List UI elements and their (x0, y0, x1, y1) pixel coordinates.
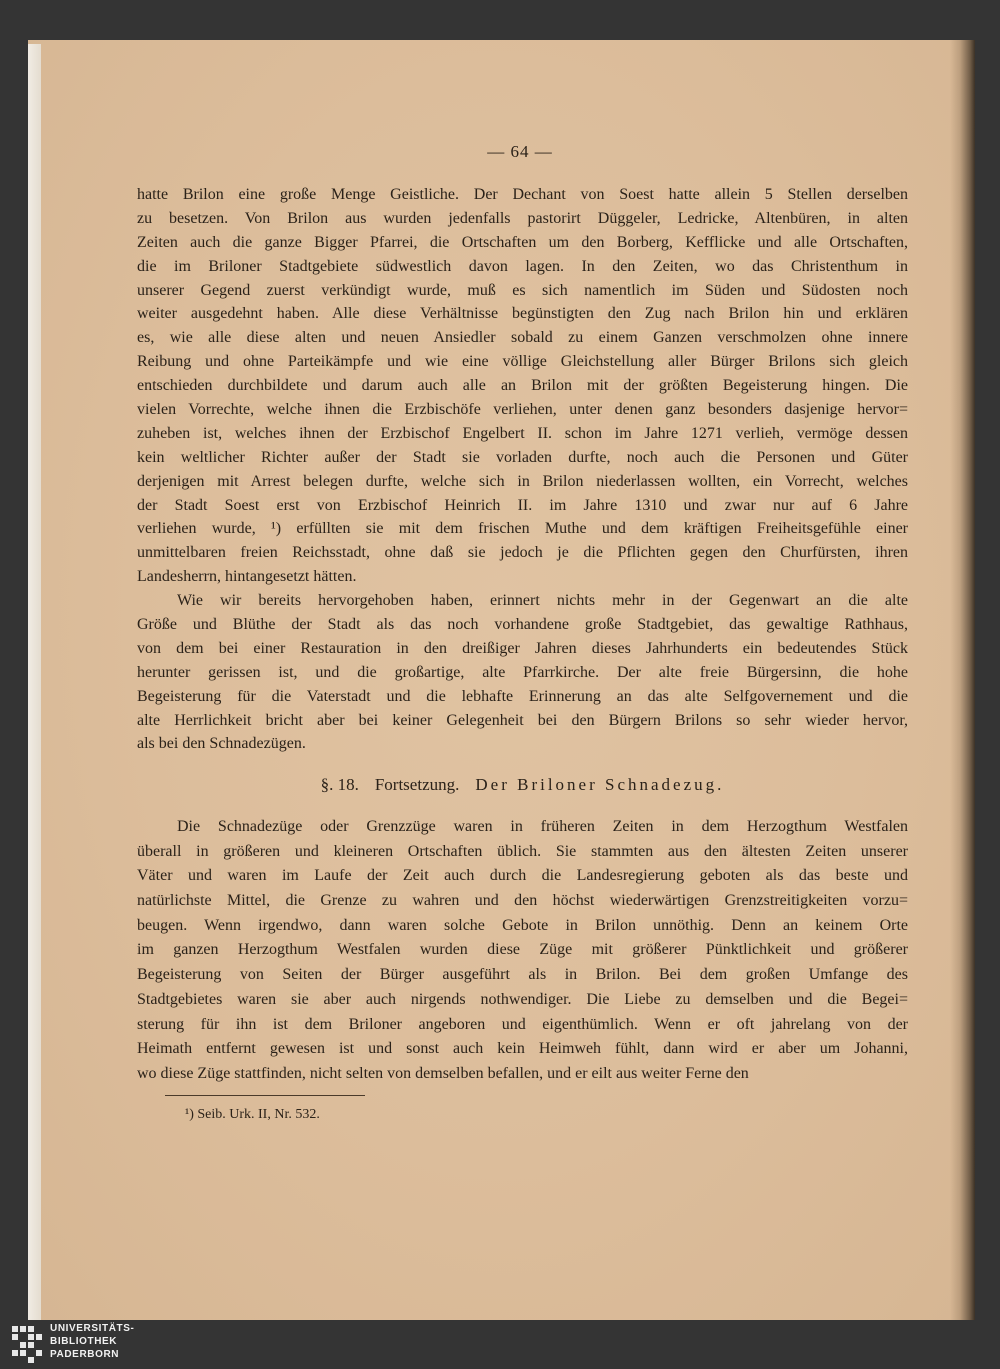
text-line: entschieden durchbildete und darum auch alle an Brilon mit der größten Begeisterung hingen. Die (137, 377, 908, 395)
text-line: alte Herrlichkeit bricht aber bei keiner Gelegenheit bei den Bürgern Brilons so sehr wieder hervor, (137, 711, 908, 729)
text-line: Landesherrn, hintangesetzt hätten. (137, 568, 357, 586)
paragraph (137, 183, 908, 589)
text-line: verliehen wurde, ¹) erfüllten sie mit dem frischen Muthe und dem kräftigen Freiheitsgefühle einer (137, 520, 908, 538)
page-number: — 64 — (487, 142, 553, 161)
text-line: Reibung und ohne Parteikämpfe und wie eine völlige Gleichstellung aller Bürger Brilons sich gleich (137, 353, 908, 371)
text-line: die im Briloner Stadtgebiete südwestlich davon lagen. In den Zeiten, wo das Christenthum in (137, 257, 908, 275)
text-line: Zeiten auch die ganze Bigger Pfarrei, die Ortschaften um den Borberg, Kefflicke und alle Ortschaften, (137, 233, 908, 251)
text-line: zuheben ist, welches ihnen der Erzbischof Engelbert II. schon im Jahre 1271 verlieh, vermöge dessen (137, 424, 908, 442)
text-line: Begeisterung von Seiten der Bürger ausgeführt als in Brilon. Bei dem großen Umfange des (137, 966, 908, 984)
text-line: kein weltlicher Richter außer der Stadt sie vorladen durfte, noch auch die Personen und Güter (137, 448, 908, 466)
section-subtitle: Der Briloner Schnadezug. (475, 775, 725, 794)
library-logo-icon (10, 1324, 46, 1364)
text-line: derjenigen mit Arrest belegen durfte, welche sich in Brilon niederlassen wollten, ein Vorrecht, welches (137, 472, 908, 490)
section-text (137, 815, 908, 1087)
text-line: von dem bei einer Restauration in den dreißiger Jahren dieses Jahrhunderts ein bedeutendes Stück (137, 639, 908, 657)
text-line: Väter und waren im Laufe der Zeit auch durch die Landesregierung geboten als das beste und (137, 867, 908, 885)
text-line: überall in größeren und kleineren Ortschaften üblich. Sie stammten aus den ältesten Zeiten unserer (137, 842, 908, 860)
text-line: als bei den Schnadezügen. (137, 735, 306, 753)
page-edge (28, 44, 41, 1320)
body-text (137, 183, 908, 756)
text-line: vielen Vorrechte, welche ihnen die Erzbischöfe verliehen, unter denen ganz besonders dasjenige hervor= (137, 401, 908, 419)
library-name-line: UNIVERSITÄTS- (50, 1323, 135, 1334)
text-line: der Stadt Soest erst von Erzbischof Heinrich II. im Jahre 1310 und zwar nur auf 6 Jahre (137, 496, 908, 514)
footnote-rule (165, 1095, 365, 1096)
text-line: Die Schnadezüge oder Grenzzüge waren in früheren Zeiten in dem Herzogthum Westfalen (177, 818, 908, 835)
section-heading (137, 773, 908, 797)
text-line: natürlichste Mittel, die Grenze zu wahren und den höchst wiederwärtigen Grenzstreitigkeiten vorzu= (137, 892, 908, 910)
text-line: Wie wir bereits hervorgehoben haben, erinnert nichts mehr in der Gegenwart an die alte (177, 592, 908, 610)
text-line: im ganzen Herzogthum Westfalen wurden diese Züge mit größerer Pünktlichkeit und größerer (137, 941, 908, 959)
text-line: sterung für ihn ist dem Briloner angeboren und eigenthümlich. Wenn er oft jahrelang von der (137, 1015, 908, 1033)
text-line: Heimath entfernt gewesen ist und sonst auch kein Heimweh fühlt, dann wird er aber um Johanni, (137, 1040, 908, 1058)
library-name-line: PADERBORN (50, 1349, 120, 1360)
text-line: Stadtgebietes waren sie aber auch nirgends nothwendiger. Die Liebe zu demselben und die Begei= (137, 990, 908, 1008)
text-line: es, wie alle diese alten und neuen Ansiedler sobald zu einem Ganzen verschmolzen ohne innere (137, 329, 908, 347)
page-gutter-shadow (950, 40, 975, 1320)
footnote: ¹) Seib. Urk. II, Nr. 532. (185, 1107, 320, 1122)
library-name-line: BIBLIOTHEK (50, 1336, 118, 1347)
text-line: unmittelbaren freien Reichsstadt, ohne daß sie jedoch je die Pflichten gegen den Churfürsten, ihren (137, 544, 908, 562)
section-title: Fortsetzung. (374, 775, 460, 794)
text-line: Begeisterung für die Vaterstadt und die lebhafte Erinnerung an das alte Selfgovernement und die (137, 687, 908, 705)
section-number: §. 18. (320, 775, 359, 794)
text-line: zu besetzen. Von Brilon aus wurden jedenfalls pastorirt Düggeler, Ledricke, Altenbüren, in alten (137, 209, 908, 227)
text-line: weiter ausgedehnt haben. Alle diese Verhältnisse begünstigten den Zug nach Brilon hin und erklären (137, 305, 908, 323)
text-line: herunter gerissen ist, und die großartige, alte Pfarrkirche. Der alte freie Bürgersinn, die hohe (137, 663, 908, 681)
text-line: hatte Brilon eine große Menge Geistliche. Der Dechant von Soest hatte allein 5 Stellen derselben (137, 186, 908, 203)
text-line: wo diese Züge stattfinden, nicht selten von demselben befallen, und er eilt aus weiter Ferne den (137, 1064, 749, 1082)
text-line: unserer Gegend zuerst verkündigt wurde, muß es sich namentlich im Süden und Südosten noch (137, 281, 908, 299)
library-name (50, 1322, 134, 1361)
text-line: beugen. Wenn irgendwo, dann waren solche Gebote in Brilon unnöthig. Denn an keinem Orte (137, 916, 908, 934)
library-stamp (6, 1320, 186, 1368)
paragraph (137, 815, 908, 1087)
text-line: Größe und Blüthe der Stadt als das noch vorhandene große Stadtgebiet, das gewaltige Rathhaus, (137, 616, 908, 634)
paragraph (137, 589, 908, 756)
